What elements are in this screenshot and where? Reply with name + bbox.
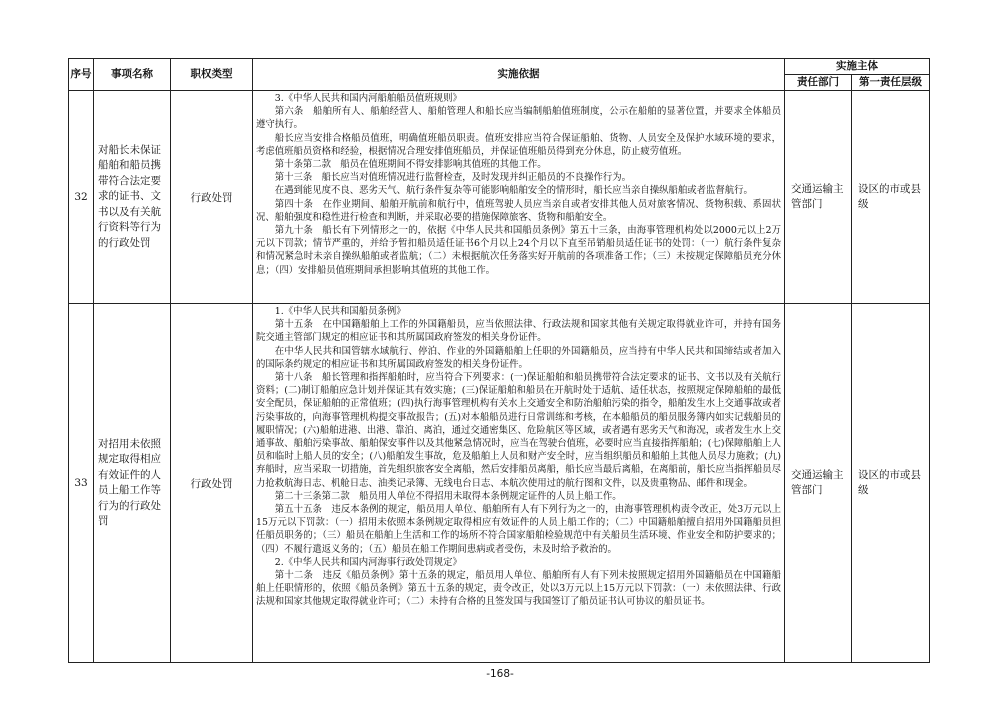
basis-paragraph: 第六条 船舶所有人、船舶经营人、船舶管理人和船长应当编制船舶值班制度，公示在船舶的显著位置，并要求全体船员遵守执行。 xyxy=(256,106,781,131)
header-level: 第一责任层级 xyxy=(852,75,930,91)
row-level: 设区的市或县级 xyxy=(852,91,930,304)
basis-paragraph: 1.《中华人民共和国船员条例》 xyxy=(274,306,406,317)
header-item-name: 事项名称 xyxy=(94,59,171,91)
header-power-type: 职权类型 xyxy=(171,59,253,91)
basis-paragraph: 在中华人民共和国管辖水域航行、停泊、作业的外国籍船舶上任职的外国籍船员，应当持有中华人民共和国缔结或者加入的国际条约规定的相应证书和其所属国政府签发的相关身份证件。 xyxy=(256,345,781,370)
row-item-name: 对招用未依照规定取得相应有效证件的人员上船工作等行为的行政处罚 xyxy=(94,304,171,663)
row-item-name: 对船长未保证船舶和船员携带符合法定要求的证书、文书以及有关航行资料等行为的行政处罚 xyxy=(94,91,171,304)
basis-paragraph: 第十八条 船长管理和指挥船舶时，应当符合下列要求：(一)保证船舶和船员携带符合法定要求的证书、文书以及有关航行资料；(二)制订船舶应急计划并保证其有效实施；(三)保证船舶和船员在开航时处于适航、适任状态，按照规定保障船舶的最低安全配员，保证船舶的正常值班；(四)执行海事管理机构有关水上交通安全和防治船舶污染的指令，船舶发生水上交通事故或者污染事故的，向海事管理机构提交事故报告；(五)对本船船员进行日常训练和考核，在本船船员的船员服务簿内如实记载船员的履职情况；(六)船舶进港、出港、靠泊、离泊，通过交通密集区、危险航区等区域，或者遇有恶劣天气和海况，或者发生水上交通事故、船舶污染事故、船舶保安事件以及其他紧急情况时，应当在驾驶台值班，必要时应当直接指挥船舶；(七)保障船舶上人员和临时上船人员的安全；(八)船舶发生事故，危及船舶上人员和财产安全时，应当组织船员和船舶上其他人员尽力施救；(九)弃船时，应当采取一切措施，首先组织旅客安全离船，然后安排船员离船，船长应当最后离船，在离船前，船长应当指挥船员尽力抢救航海日志、机舱日志、油类记录簿、无线电台日志、本航次使用过的航行图和文件，以及贵重物品、邮件和现金。 xyxy=(256,372,782,489)
basis-paragraph: 第十条第二款 船员在值班期间不得安排影响其值班的其他工作。 xyxy=(274,159,547,171)
header-subject: 实施主体 xyxy=(785,59,930,75)
page-number: -168- xyxy=(486,668,514,680)
basis-paragraph: 第四十条 在作业期间、船舶开航前和航行中，值班驾驶人员应当亲自或者安排其他人员对旅客情况、货物积载、系固状况、船舶强度和稳性进行检查和判断，并采取必要的措施保障旅客、货物和船舶安全。 xyxy=(256,198,781,223)
basis-paragraph: 第二十三条第二款 船员用人单位不得招用未取得本条例规定证件的人员上船工作。 xyxy=(274,490,622,502)
basis-paragraph: 第五十五条 违反本条例的规定，船员用人单位、船舶所有人有下列行为之一的，由海事管理机构责令改正，处3万元以上15万元以下罚款：（一）招用未依照本条例规定取得相应有效证件的人员上船工作的；（二）中国籍船舶擅自招用外国籍船员担任船员职务的；（三）船员在船舶上生活和工作的场所不符合国家船舶检验规范中有关船员生活环境、作业安全和防护要求的；（四）不履行遣返义务的；（五）船员在船工作期间患病或者受伤，未及时给予救治的。 xyxy=(256,504,781,555)
enforcement-table xyxy=(68,58,930,663)
header-seq: 序号 xyxy=(69,59,94,91)
basis-paragraph: 第十三条 船长应当对值班情况进行监督检查，及时发现并纠正船员的不良操作行为。 xyxy=(274,172,632,184)
row-dept: 交通运输主管部门 xyxy=(785,91,852,304)
table-row xyxy=(69,304,930,663)
row-level: 设区的市或县级 xyxy=(852,304,930,663)
basis-paragraph: 第十五条 在中国籍船舶上工作的外国籍船员，应当依照法律、行政法规和国家其他有关规定取得就业许可，并持有国务院交通主管部门规定的相应证书和其所属国政府签发的相关身份证件。 xyxy=(256,319,781,344)
basis-paragraph: 船长应当安排合格船员值班，明确值班船员职责。值班安排应当符合保证船舶、货物、人员安全及保护水域环境的要求，考虑值班船员资格和经验，根据情况合理安排值班船员，并保证值班船员得到充分休息，防止疲劳值班。 xyxy=(256,132,781,157)
table-row xyxy=(69,91,930,304)
row-seq: 32 xyxy=(69,91,94,304)
row-seq: 33 xyxy=(69,304,94,663)
row-basis xyxy=(253,304,785,663)
basis-paragraph: 3.《中华人民共和国内河船舶船员值班规则》 xyxy=(274,93,462,104)
row-power-type: 行政处罚 xyxy=(171,304,253,663)
basis-paragraph: 第九十条 船长有下列情形之一的，依据《中华人民共和国船员条例》第五十三条，由海事管理机构处以2000元以上2万元以下罚款；情节严重的，并给予暂扣船员适任证书6个月以上24个月以下直至吊销船员适任证书的处罚：（一）航行条件复杂和情况紧急时未亲自操纵船舶或者监航；（二）未根据航次任务落实好开航前的各项准备工作；（三）未按规定保障船员充分休息；（四）安排船员值班期间承担影响其值班的其他工作。 xyxy=(256,225,781,276)
header-dept: 责任部门 xyxy=(785,75,852,91)
row-power-type: 行政处罚 xyxy=(171,91,253,304)
row-basis xyxy=(253,91,785,304)
row-dept: 交通运输主管部门 xyxy=(785,304,852,663)
basis-paragraph: 在遇到能见度不良、恶劣天气、航行条件复杂等可能影响船舶安全的情形时，船长应当亲自操纵船舶或者监督航行。 xyxy=(274,185,753,197)
basis-paragraph: 第十二条 违反《船员条例》第十五条的规定，船员用人单位、船舶所有人有下列未按照规定招用外国籍船员在中国籍船舶上任职情形的，依照《船员条例》第五十五条的规定，责令改正，处以3万元以上15万元以下罚款：（一）未依照法律、行政法规和国家其他规定取得就业许可；（二）未持有合格的且签发国与我国签订了船员证书认可协议的船员证书。 xyxy=(256,570,781,608)
header-basis: 实施依据 xyxy=(253,59,785,91)
basis-paragraph: 2.《中华人民共和国内河海事行政处罚规定》 xyxy=(274,556,462,568)
